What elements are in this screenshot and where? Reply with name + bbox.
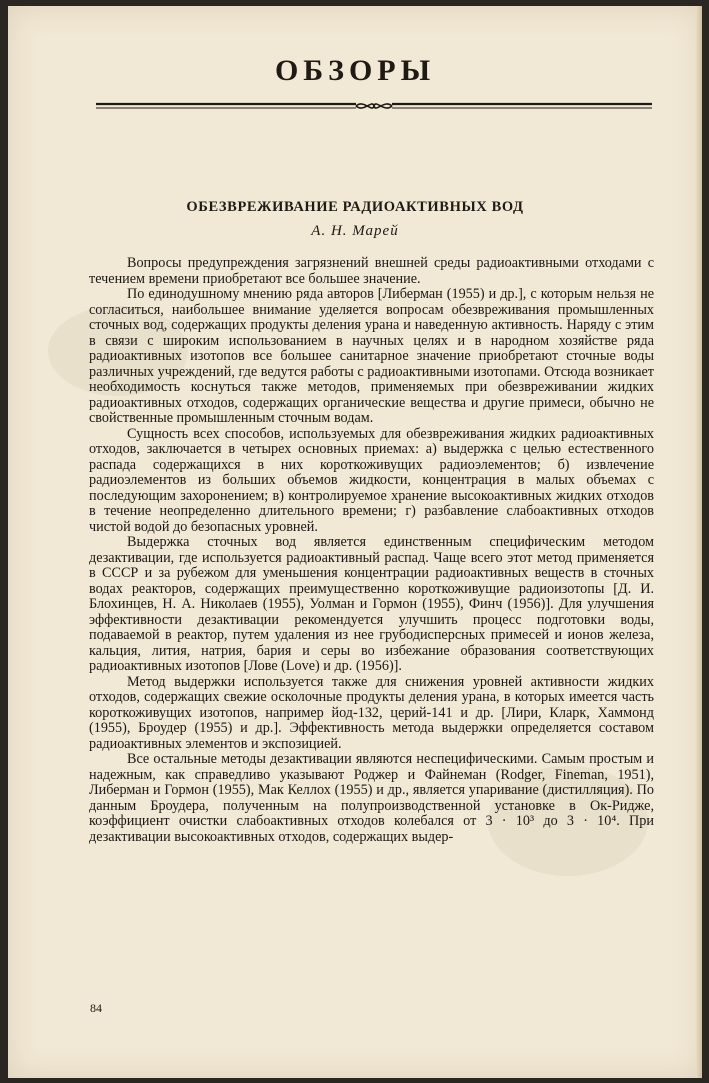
article-body	[89, 256, 654, 845]
paragraph: По единодушному мнению ряда авторов [Либерман (1955) и др.], с которым нельзя не согласиться, наибольшее внимание уделяется вопросам обезвреживания промышленных сточных вод, содержащих продукты деления урана и наведенную активность. Наряду с этим в связи с широким использованием в научных целях и в народном хозяйстве ряда радиоактивных изотопов все большее санитарное значение приобретают сточные воды различных учреждений, где ведутся работы с радиоактивными изотопами. Отсюда возникает необходимость коснуться также методов, применяемых при обезвреживании жидких радиоактивных отходов, содержащих органические вещества и другие примеси, обычно не свойственные промышленным сточным водам.	[89, 286, 654, 426]
paragraph: Все остальные методы дезактивации являются неспецифическими. Самым простым и надежным, как справедливо указывают Роджер и Файнеман (Rodger, Fineman, 1951), Либерман и Гормон (1955), Мак Келлох (1955) и др., является упаривание (дистилляция). По данным Броудера, полученным на полупроизводственной установке в Ок-Ридже, коэффициент очистки слабоактивных отходов колебался от 3 · 10³ до 3 · 10⁴. При дезактивации высокоактивных отходов, содержащих выдер-	[89, 751, 654, 845]
article-author: А. Н. Марей	[311, 223, 399, 239]
ornamental-divider	[94, 98, 654, 114]
page-edge	[696, 6, 702, 1078]
article-title: ОБЕЗВРЕЖИВАНИЕ РАДИОАКТИВНЫХ ВОД	[186, 199, 524, 215]
section-title: ОБЗОРЫ	[274, 54, 436, 87]
page-number: 84	[90, 1001, 102, 1015]
journal-page	[8, 6, 702, 1078]
paragraph: Метод выдержки используется также для снижения уровней активности жидких отходов, содержащих свежие осколочные продукты деления урана, в которых имеется часть короткоживущих изотопов, например йод-132, церий-141 и др. [Лири, Кларк, Хаммонд (1955), Броудер (1955) и др.]. Эффективность метода выдержки определяется составом радиоактивных элементов и экспозицией.	[89, 673, 654, 752]
paragraph: Сущность всех способов, используемых для обезвреживания жидких радиоактивных отходов, заключается в четырех основных приемах: а) выдержка с целью естественного распада содержащихся в них короткоживущих радиоэлементов; б) извлечение радиоэлементов из больших объемов жидкости, концентрация в малых объемах с последующим захоронением; в) контролируемое хранение высокоактивных жидких отходов в течение неопределенно длительного времени; г) разбавление слабоактивных отходов чистой водой до безопасных уровней.	[89, 425, 654, 535]
paragraph: Вопросы предупреждения загрязнений внешней среды радиоактивными отходами с течением времени приобретают все большее значение.	[89, 255, 654, 287]
paragraph: Выдержка сточных вод является единственным специфическим методом дезактивации, где используется радиоактивный распад. Чаще всего этот метод применяется в СССР и за рубежом для уменьшения концентрации радиоактивных веществ в сточных водах реакторов, содержащих преимущественно короткоживущие радиоизотопы [Д. И. Блохинцев, Н. А. Николаев (1955), Уолман и Гормон (1955), Финч (1956)]. Для улучшения эффективности дезактивации рекомендуется улучшить процесс подготовки воды, подаваемой в реактор, путем удаления из нее грубодисперсных примесей и ионов железа, кальция, лития, натрия, бария и серы во избежание образования соответствующих радиоактивных изотопов [Лове (Love) и др. (1956)].	[89, 534, 654, 674]
